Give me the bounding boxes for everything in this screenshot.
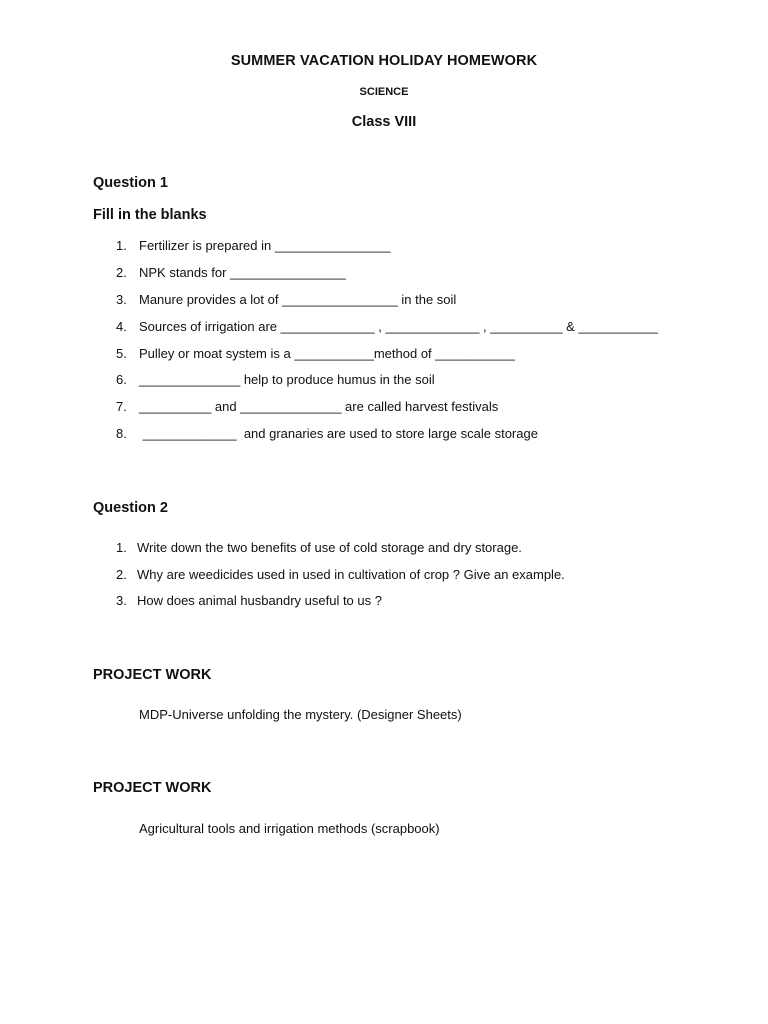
project-work-heading: PROJECT WORK [93, 780, 212, 796]
question-2-heading: Question 2 [93, 500, 168, 516]
list-item-number: 1. [116, 540, 127, 555]
list-item: _____________ and granaries are used to store large scale storage [139, 426, 538, 441]
list-item: Sources of irrigation are _____________ , _____________ , __________ & ___________ [139, 319, 658, 334]
list-item-number: 1. [116, 238, 127, 253]
list-item: Fertilizer is prepared in ________________ [139, 238, 391, 253]
list-item-number: 3. [116, 292, 127, 307]
list-item: Manure provides a lot of ________________ in the soil [139, 292, 457, 307]
project-work-description: Agricultural tools and irrigation methods (scrapbook) [139, 821, 440, 836]
list-item: __________ and ______________ are called harvest festivals [139, 399, 499, 414]
list-item: NPK stands for ________________ [139, 265, 346, 280]
list-item-number: 2. [116, 265, 127, 280]
list-item-number: 2. [116, 567, 127, 582]
list-item-number: 8. [116, 426, 127, 441]
project-work-description: MDP-Universe unfolding the mystery. (Designer Sheets) [139, 707, 462, 722]
list-item-number: 5. [116, 346, 127, 361]
list-item: Write down the two benefits of use of cold storage and dry storage. [137, 540, 522, 555]
list-item-number: 4. [116, 319, 127, 334]
question-1-heading: Question 1 [93, 175, 168, 191]
list-item: ______________ help to produce humus in the soil [139, 372, 435, 387]
list-item: Why are weedicides used in used in cultivation of crop ? Give an example. [137, 567, 565, 582]
list-item-number: 3. [116, 593, 127, 608]
list-item: Pulley or moat system is a ___________method of ___________ [139, 346, 515, 361]
subject-label: SCIENCE [359, 86, 409, 98]
document-title: SUMMER VACATION HOLIDAY HOMEWORK [230, 53, 538, 69]
list-item-number: 6. [116, 372, 127, 387]
fill-in-blanks-heading: Fill in the blanks [93, 207, 207, 223]
class-label: Class VIII [351, 114, 417, 130]
list-item: How does animal husbandry useful to us ? [137, 593, 382, 608]
project-work-heading: PROJECT WORK [93, 667, 212, 683]
list-item-number: 7. [116, 399, 127, 414]
